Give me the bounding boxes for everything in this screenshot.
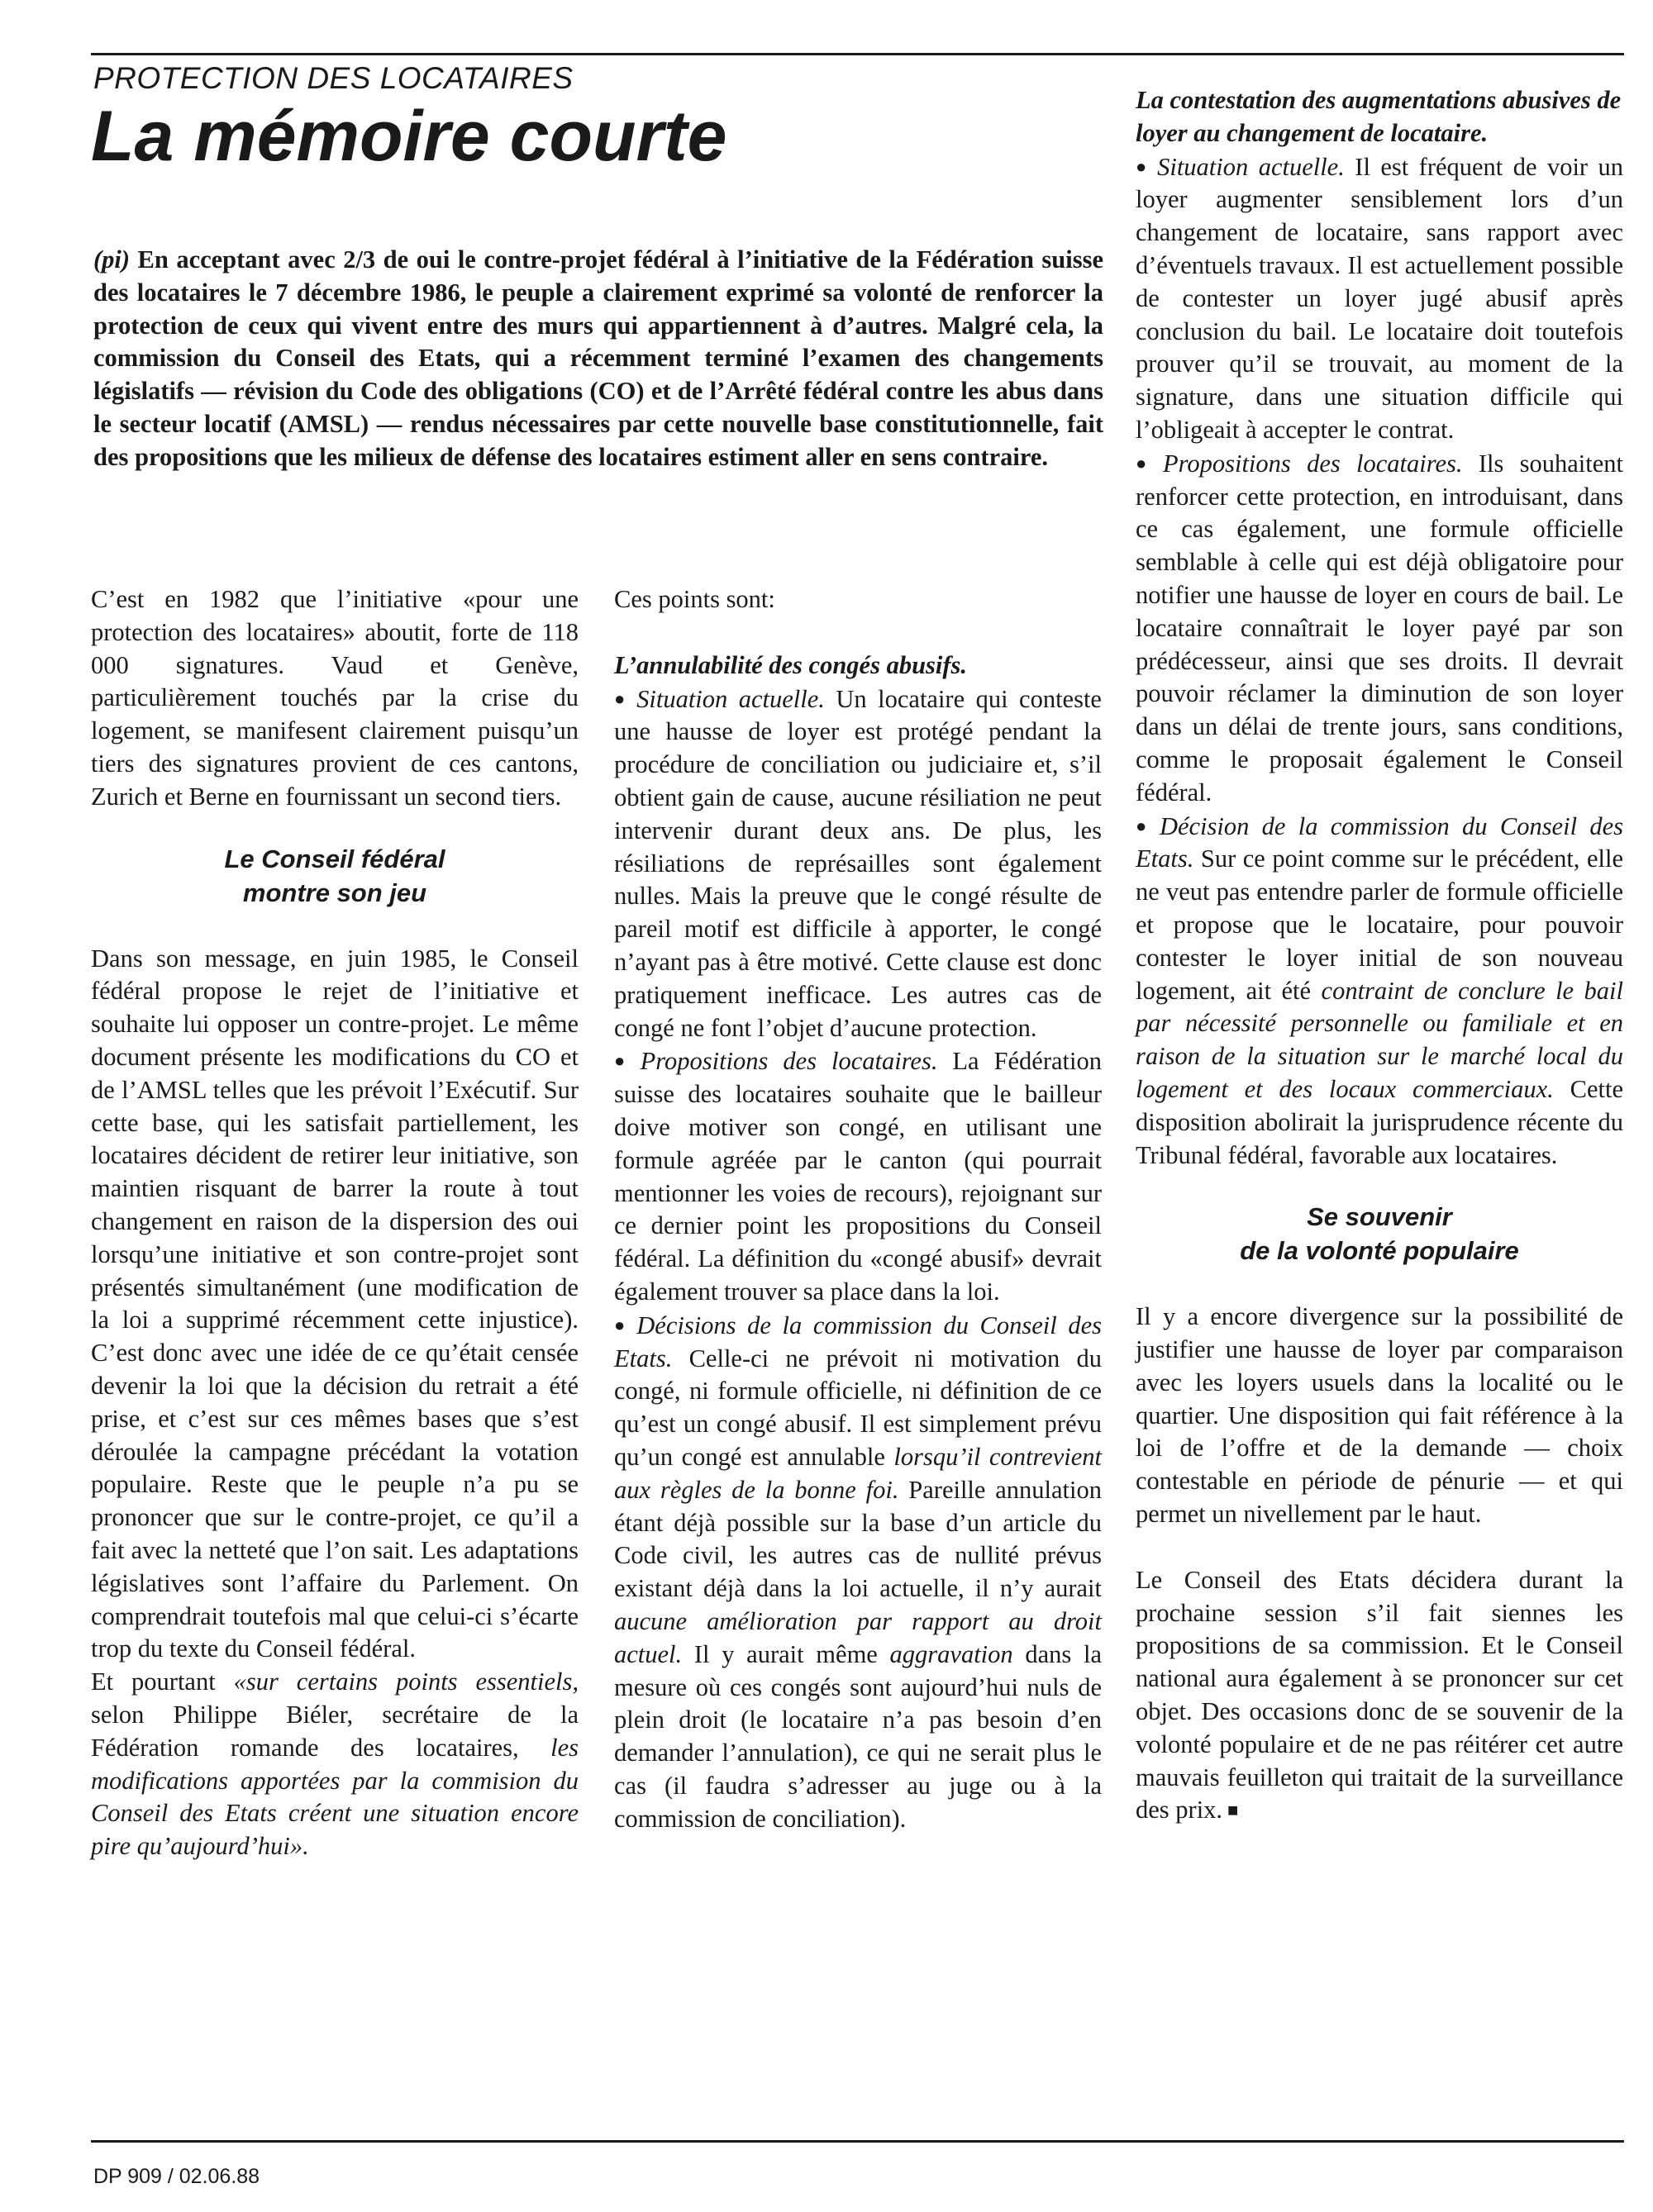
subheading-line-1: Se souvenir bbox=[1307, 1202, 1452, 1232]
bullet-icon: ● bbox=[1136, 155, 1151, 177]
bullet-text: Ils souhaitent renforcer cette protection, en introduisant, dans ce cas également, une formule officielle semblable à celle qui est déjà obligatoire pour notifier une hausse de loyer en cours de bail. Le locataire connaîtrait le loyer payé par son prédécesseur, ainsi que ses droits. Il devrait pouvoir réclamer la diminution de son loyer dans un délai de trente jours, sans conditions, comme le proposait également le Conseil fédéral. bbox=[1136, 449, 1623, 806]
bullet-text: dans la mesure où ces congés sont aujourd’hui nuls de plein droit (le locataire n’a pas besoin d’en demander l’annulation), ce qui ne serait plus le cas (il faudra s’adresser au juge ou à la commission de conciliation). bbox=[614, 1639, 1102, 1833]
col3-bullet-1 bbox=[1136, 150, 1623, 447]
column-1 bbox=[91, 583, 579, 1863]
col1-paragraph-3 bbox=[91, 1666, 579, 1863]
bullet-text: Celle-ci ne prévoit ni motivation du congé, ni formule officielle, ni définition de ce qu’est un congé abusif. Il est simplement prévu qu’un congé est annulable bbox=[614, 1344, 1102, 1471]
bullet-icon: ● bbox=[614, 1050, 634, 1072]
article-title: La mémoire courte bbox=[91, 97, 727, 176]
bullet-icon: ● bbox=[1136, 815, 1153, 836]
subheading-conseil-federal bbox=[91, 842, 579, 910]
col1-paragraph-1: C’est en 1982 que l’initiative «pour une protection des locataires» aboutit, forte de 118 000 signatures. Vaud et Genève, particulièrement touchés par la crise du logement, se manifesent clairement puisqu’un tiers des signatures provient de ces cantons, Zurich et Berne en fournissant un second tiers. bbox=[91, 585, 579, 811]
emphasis-text: contraint de conclure le bail par nécessité personnelle ou familiale et en raison de la situation sur le marché local du logement et des locaux commerciaux. bbox=[1136, 976, 1624, 1103]
top-rule bbox=[91, 53, 1624, 55]
lead-paragraph bbox=[93, 244, 1103, 474]
col2-bullet-2 bbox=[614, 1044, 1102, 1308]
author-initials: (pi) bbox=[93, 245, 131, 274]
text-run: Le Conseil des Etats décidera durant la prochaine session s’il fait siennes les propositions de sa commission. Et le Conseil national aura également à se prononcer sur cet objet. Des occasions donc de se souvenir de la volonté populaire et de ne pas réitérer cet autre mauvais feuilleton qui traitait de la surveillance des prix. bbox=[1136, 1565, 1623, 1824]
column-3 bbox=[1136, 84, 1623, 1827]
section-heading-contestation: La contestation des augmentations abusives de loyer au changement de locataire. bbox=[1136, 86, 1622, 147]
column-2 bbox=[614, 583, 1102, 1835]
bullet-label: Propositions des locataires. bbox=[640, 1047, 938, 1076]
col3-paragraph-2 bbox=[1136, 1564, 1623, 1827]
emphasis-text: aggravation bbox=[889, 1639, 1013, 1668]
bullet-label: Décision de la commission du Conseil des Etats. bbox=[1136, 811, 1623, 873]
bullet-label: Situation actuelle. bbox=[636, 684, 825, 713]
lead-text: En acceptant avec 2/3 de oui le contre-projet fédéral à l’initiative de la Fédération suisse des locataires le 7 décembre 1986, le peuple a clairement exprimé sa volonté de renforcer la protection de ceux qui vivent entre des murs qui appartiennent à d’autres. Malgré cela, la commission du Conseil des Etats, qui a récemment terminé l’examen des changements législatifs — révision du Code des obligations (CO) et de l’Arrêté fédéral contre les abus dans le secteur locatif (AMSL) — rendus nécessaires par cette nouvelle base constitutionnelle, fait des propositions que les milieux de défense des locataires estiment aller en sens contraire. bbox=[93, 245, 1103, 471]
bullet-text: Pareille annulation étant déjà possible sur la base d’un article du Code civil, les autres cas de nullité prévus existant déjà dans la loi actuelle, il n’y aurait bbox=[614, 1475, 1102, 1603]
bullet-icon: ● bbox=[614, 1314, 631, 1335]
col3-bullet-3 bbox=[1136, 810, 1623, 1173]
text-run: Et pourtant bbox=[91, 1667, 234, 1696]
col2-bullet-1 bbox=[614, 683, 1102, 1045]
issue-footer: DP 909 / 02.06.88 bbox=[93, 2165, 260, 2188]
emphasis-text: lorsqu’il contrevient aux règles de la bonne foi. bbox=[614, 1442, 1102, 1504]
bullet-text: Il y aurait même bbox=[682, 1639, 890, 1668]
bullet-text: La Fédération suisse des locataires souhaite que le bailleur doive motiver son congé, en utilisant une formule agréée par le canton (qui pourrait mentionner les voies de recours), rejoignant sur ce dernier point les propositions du Conseil fédéral. La définition du «congé abusif» devrait également trouver sa place dans la loi. bbox=[614, 1047, 1102, 1306]
subheading-line-1: Le Conseil fédéral bbox=[224, 844, 445, 873]
bullet-label: Décisions de la commission du Conseil des Etats. bbox=[614, 1311, 1102, 1372]
bullet-text: Sur ce point comme sur le précédent, elle ne veut pas entendre parler de formule officielle et propose que le locataire, pour pouvoir contester le loyer initial de son nouveau logement, ait été bbox=[1136, 844, 1623, 1005]
col3-paragraph-1: Il y a encore divergence sur la possibilité de justifier une hausse de loyer par comparaison avec les loyers usuels dans la localité ou le quartier. Une disposition qui fait référence à la loi de l’offre et de la demande — choix contestable en période de pénurie — et qui permet un nivellement par le haut. bbox=[1136, 1302, 1623, 1529]
subheading-line-2: montre son jeu bbox=[242, 878, 427, 907]
quote-run: «sur certains points essentiels, bbox=[233, 1667, 579, 1696]
emphasis-text: aucune amélioration par rapport au droit actuel. bbox=[614, 1606, 1102, 1668]
bullet-text: Il est fréquent de voir un loyer augmenter sensiblement lors d’un changement de locataire, sans rapport avec d’éventuels travaux. Il est actuellement possible de contester un loyer jugé abusif après conclusion du bail. Le locataire doit toutefois prouver qu’il se trouvait, au moment de la signature, dans une situation difficile qui l’obligeait à accepter le contrat. bbox=[1136, 152, 1624, 444]
col3-bullet-2 bbox=[1136, 447, 1623, 810]
bullet-text: Cette disposition abolirait la jurisprudence récente du Tribunal fédéral, favorable aux locataires. bbox=[1136, 1074, 1623, 1169]
quote-run: les modifications apportées par la commision du Conseil des Etats créent une situation encore pire qu’aujourd’hui». bbox=[91, 1733, 579, 1861]
col2-bullet-3 bbox=[614, 1309, 1102, 1836]
bullet-label: Propositions des locataires. bbox=[1162, 449, 1463, 478]
bullet-label: Situation actuelle. bbox=[1157, 152, 1345, 181]
end-mark-icon: ■ bbox=[1227, 1800, 1239, 1821]
section-heading-conges: L’annulabilité des congés abusifs. bbox=[614, 650, 968, 679]
bottom-rule bbox=[91, 2140, 1624, 2143]
bullet-text: Un locataire qui conteste une hausse de loyer est protégé pendant la procédure de conciliation ou judiciaire et, s’il obtient gain de cause, aucune résiliation ne peut intervenir durant deux ans. De plus, les résiliations de représailles sont également nulles. Mais la preuve que le congé résulte de pareil motif est difficile à apporter, le congé n’ayant pas à être motivé. Cette clause est donc pratiquement inefficace. Les autres cas de congé ne font l’objet d’aucune protection. bbox=[614, 684, 1102, 1042]
text-run: selon Philippe Biéler, secrétaire de la Fédération romande des locataires, bbox=[91, 1700, 579, 1762]
col2-intro: Ces points sont: bbox=[614, 585, 775, 613]
section-kicker: PROTECTION DES LOCATAIRES bbox=[93, 61, 574, 95]
subheading-line-2: de la volonté populaire bbox=[1240, 1236, 1519, 1266]
col1-paragraph-2: Dans son message, en juin 1985, le Conseil fédéral propose le rejet de l’initiative et souhaite lui opposer un contre-projet. Le même document présente les modifications du CO et de l’AMSL telles que les prévoit l’Exécutif. Sur cette base, qui les satisfait partiellement, les locataires décident de retirer leur initiative, son maintien risquant de barrer la route à tout changement en raison de la dispersion des oui lorsqu’une initiative et son contre-projet sont présentés simultanément (une modification de la loi a supprimé récemment cette injustice). C’est donc avec une idée de ce qu’était censée devenir la loi que la décision du retrait a été prise, et c’est sur ces mêmes bases que s’est déroulée la campagne précédant la votation populaire. Reste que le peuple n’a pu se prononcer que sur le contre-projet, ce qu’il a fait avec la netteté que l’on sait. Les adaptations législatives sont l’affaire du Parlement. On comprendrait toutefois mal que celui-ci s’écarte trop du texte du Conseil fédéral. bbox=[91, 944, 579, 1663]
subheading-volonte-populaire bbox=[1136, 1200, 1623, 1268]
bullet-icon: ● bbox=[614, 687, 631, 709]
bullet-icon: ● bbox=[1136, 452, 1156, 473]
